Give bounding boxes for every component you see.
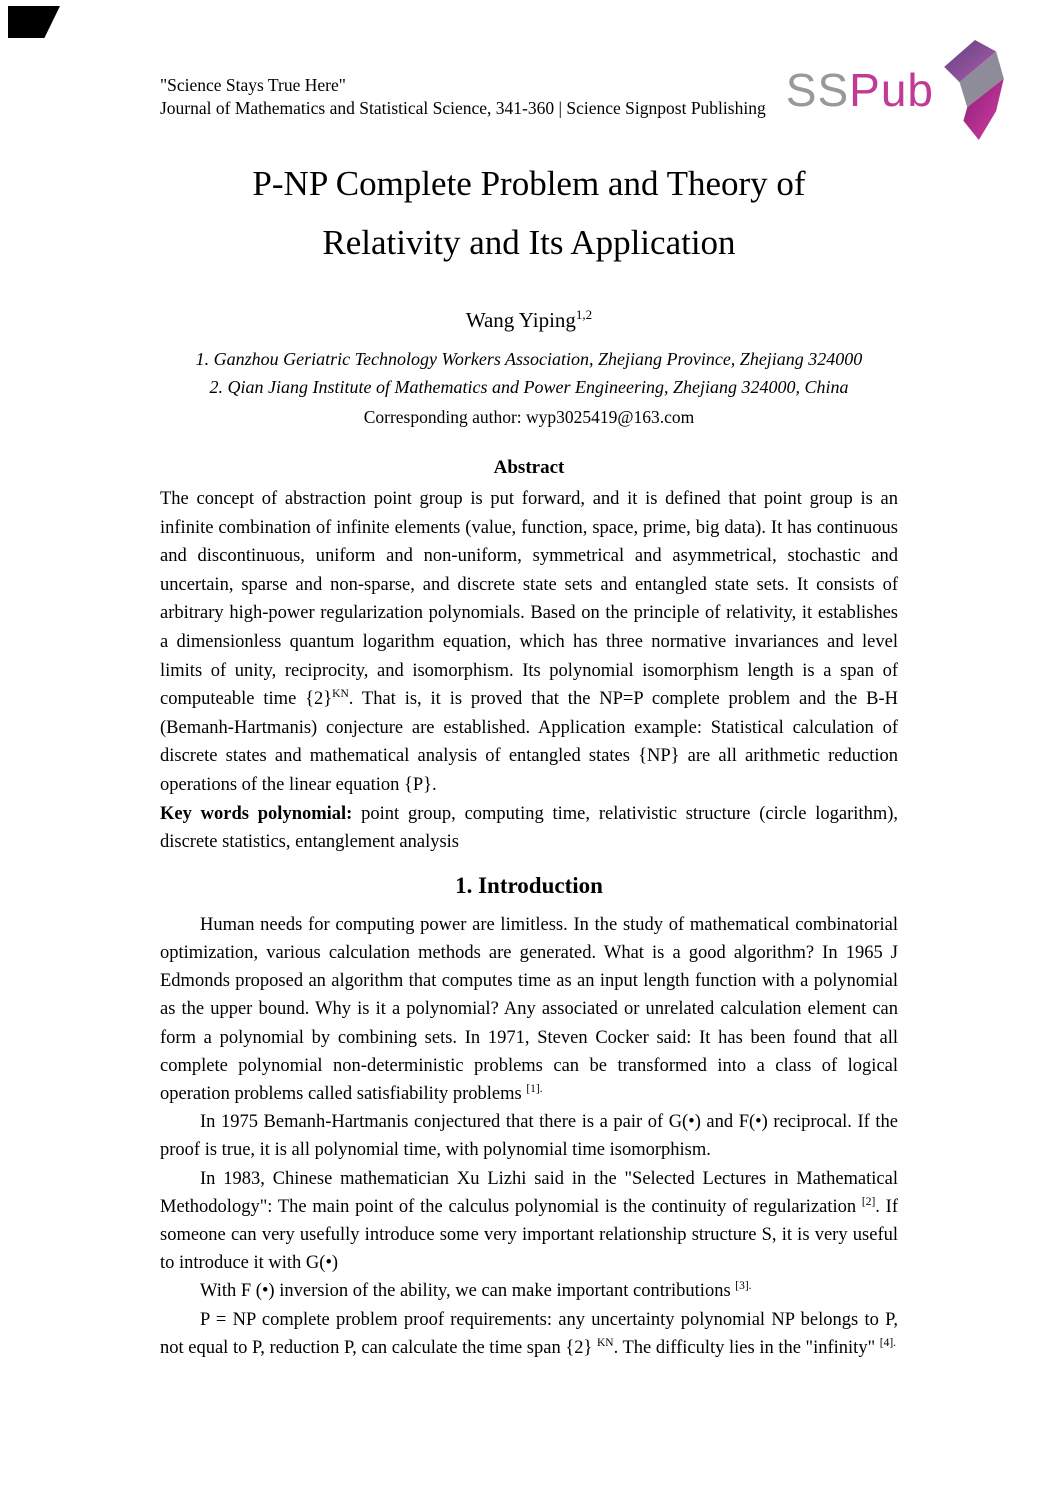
publisher-logo-wordmark: [785, 64, 934, 116]
intro-paragraph-1: Human needs for computing power are limitless. In the study of mathematical combinatorial optimization, various calculation methods are generated. What is a good algorithm? In 1965 J Edmonds proposed an algorithm that computes time as an input length function with a polynomial as the upper bound. Why is it a polynomial? Any associated or unrelated calculation element can form a polynomial by combining sets. In 1971, Steven Cocker said: It has been found that all complete polynomial non-deterministic problems can be transformed into a class of logical operation problems called satisfiability problems $^{[1].}$: [160, 914, 898, 1104]
paper-title: [160, 154, 898, 272]
affiliation-line-1: 1. Ganzhou Geriatric Technology Workers Association, Zhejiang Province, Zhejiang 324000: [195, 349, 863, 369]
affiliation-line-2: 2. Qian Jiang Institute of Mathematics and Power Engineering, Zhejiang 324000, China: [209, 377, 849, 397]
paper-title-line1: P-NP Complete Problem and Theory of: [252, 164, 806, 203]
corresponding-author-line: Corresponding author: wyp3025419@163.com: [363, 407, 695, 427]
author-name: Wang Yiping: [465, 308, 576, 332]
intro-paragraph-4: With F (•) inversion of the ability, we can make important contributions $^{[3].}$: [200, 1280, 752, 1302]
paper-title-line2: Relativity and Its Application: [322, 223, 736, 262]
affiliations: [160, 345, 898, 401]
abstract-body: The concept of abstraction point group is put forward, and it is defined that point group is an infinite combination of infinite elements (value, function, space, prime, big data). It has continuous and discontinuous, uniform and non-uniform, symmetrical and asymmetrical, stochastic and uncertain, sparse and non-sparse, and discrete state sets and entangled state sets. It consists of arbitrary high-power regularization polynomials. Based on the principle of relativity, it establishes a dimensionless quantum logarithm equation, which has three normative invariances and level limits of unity, reciprocity, and isomorphism. Its polynomial isomorphism length is a span of computeable time $\{2\}^{KN}$. That is, it is proved that the NP=P complete problem and the B-H (Bemanh-Hartmanis) conjecture are established. Application example: Statistical calculation of discrete states and mathematical analysis of entangled states {NP} are all arithmetic reduction operations of the linear equation {P}.: [160, 489, 898, 795]
page-header: [160, 64, 934, 120]
publisher-logo: [786, 40, 1010, 140]
intro-paragraph-2: In 1975 Bemanh-Hartmanis conjectured that there is a pair of G(•) and F(•) reciprocal. If the proof is true, it is all polynomial time, with polynomial time isomorphism.: [160, 1112, 898, 1161]
journal-line: Journal of Mathematics and Statistical Science, 341-360 | Science Signpost Publishing: [160, 98, 766, 118]
logo-text-pub: Pub: [849, 64, 934, 116]
abstract-heading: Abstract: [493, 457, 565, 478]
section-heading-introduction: 1. Introduction: [455, 872, 603, 898]
author-line: [160, 308, 898, 333]
keywords-text: point group, computing time, relativistic structure (circle logarithm), discrete statistics, entanglement analysis: [160, 803, 898, 853]
keywords-label: Key words polynomial:: [160, 803, 353, 824]
author-affiliation-superscript: 1,2: [575, 307, 593, 322]
intro-paragraph-5: P = NP complete problem proof requirements: any uncertainty polynomial NP belongs to P, not equal to P, reduction P, can calculate the time span {2} $^{KN}$. The difficulty lies in the "infinity" $^{[4].}$: [160, 1309, 898, 1358]
introduction-section: [160, 911, 898, 1362]
s-ribbon-icon: [938, 40, 1010, 140]
journal-tagline: "Science Stays True Here": [160, 75, 346, 95]
logo-text-ss: SS: [785, 64, 850, 116]
intro-paragraph-3: In 1983, Chinese mathematician Xu Lizhi said in the "Selected Lectures in Mathematical Methodology": The main point of the calculus polynomial is the continuity of regularization [2]. If someone can very usefully introduce some very important relationship structure S, it is very useful to introduce it with G(•): [160, 1168, 899, 1274]
keywords-line: [160, 800, 898, 857]
